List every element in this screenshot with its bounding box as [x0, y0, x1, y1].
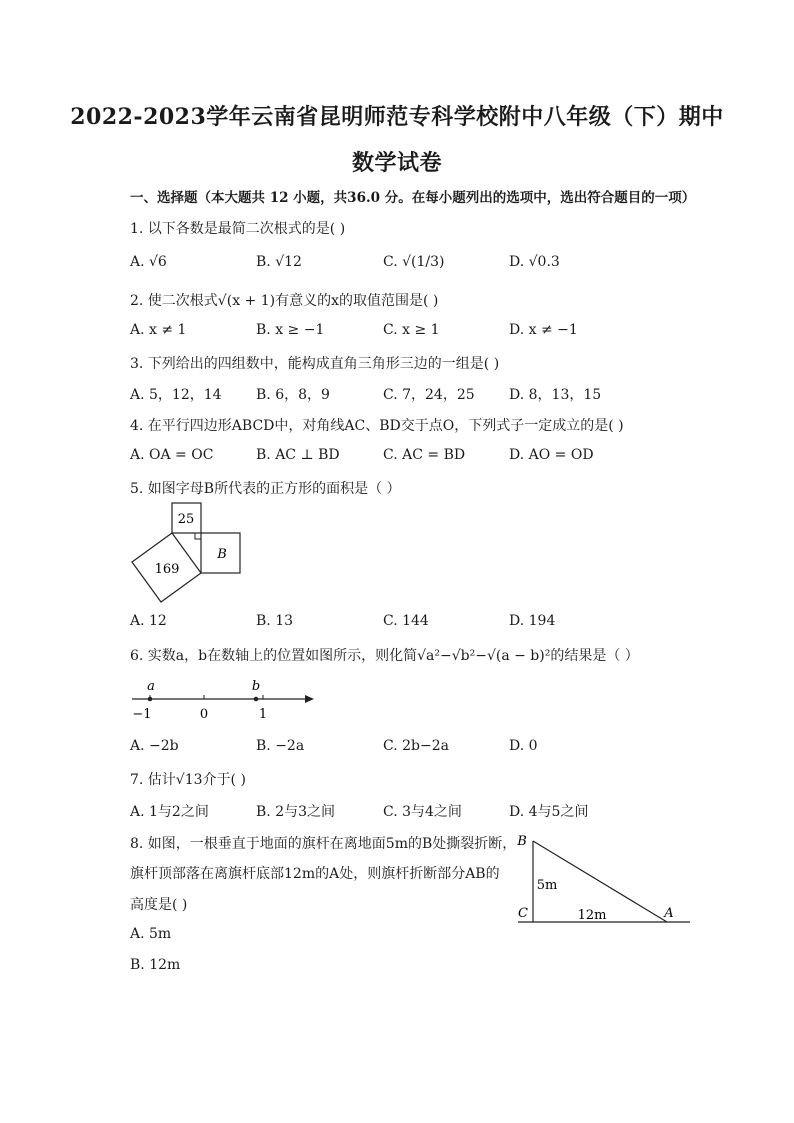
- label-a: a: [147, 679, 155, 694]
- q7-option-d: D. 4与5之间: [509, 804, 589, 820]
- q2-option-a: A. x ≠ 1: [130, 322, 187, 338]
- q3-option-c: C. 7，24，25: [383, 387, 475, 403]
- number-line-figure: [128, 676, 318, 726]
- point-a: [148, 697, 153, 702]
- label-5m: 5m: [536, 878, 558, 893]
- q3-option-a: A. 5，12，14: [130, 387, 222, 403]
- label-minus1: −1: [132, 707, 152, 722]
- q6-option-a: A. −2b: [130, 738, 179, 754]
- label-c: C: [518, 906, 528, 921]
- q2-option-b: B. x ≥ −1: [256, 322, 325, 338]
- question-2-stem: 2. 使二次根式√(x + 1)有意义的x的取值范围是( ): [130, 293, 439, 309]
- page-title-line1: 2022-2023学年云南省昆明师范专科学校附中八年级（下）期中: [70, 104, 724, 130]
- question-8-stem-line3: 高度是( ): [130, 897, 188, 913]
- q7-option-b: B. 2与3之间: [256, 804, 336, 820]
- label-b: B: [217, 547, 227, 562]
- q2-option-c: C. x ≥ 1: [383, 322, 440, 338]
- q2-option-d: D. x ≠ −1: [509, 322, 578, 338]
- label-a: A: [664, 906, 674, 921]
- flagpole-triangle-figure: [512, 830, 692, 930]
- question-7-stem: 7. 估计√13介于( ): [130, 772, 246, 788]
- q3-option-d: D. 8，13，15: [509, 387, 602, 403]
- label-169: 169: [154, 562, 180, 577]
- q5-option-a: A. 12: [130, 613, 167, 629]
- q4-option-b: B. AC ⊥ BD: [256, 447, 340, 463]
- label-1: 1: [258, 707, 268, 722]
- label-b: B: [517, 834, 527, 849]
- q5-option-c: C. 144: [383, 613, 429, 629]
- question-5-stem: 5. 如图字母B所代表的正方形的面积是（ ）: [130, 481, 401, 497]
- squares-figure: [128, 500, 246, 610]
- question-1-stem: 1. 以下各数是最简二次根式的是( ): [130, 221, 346, 237]
- q7-option-c: C. 3与4之间: [383, 804, 462, 820]
- label-0: 0: [199, 707, 209, 722]
- question-4-stem: 4. 在平行四边形ABCD中，对角线AC、BD交于点O，下列式子一定成立的是( ): [130, 418, 624, 434]
- section-heading: 一、选择题（本大题共 12 小题，共36.0 分。在每小题列出的选项中，选出符合题目的一项）: [130, 190, 696, 206]
- right-angle-marker: [195, 533, 201, 539]
- q6-option-c: C. 2b−2a: [383, 738, 449, 754]
- page-title-line2: 数学试卷: [351, 150, 442, 176]
- label-b: b: [251, 679, 261, 694]
- q1-option-c: C. √(1/3): [383, 254, 445, 270]
- label-12m: 12m: [577, 908, 607, 923]
- q5-option-b: B. 13: [256, 613, 294, 629]
- q1-option-b: B. √12: [256, 254, 302, 270]
- number-line-arrow: [305, 695, 314, 703]
- question-6-stem: 6. 实数a，b在数轴上的位置如图所示，则化简√a²−√b²−√(a − b)²的结果是（ ）: [130, 648, 639, 664]
- q8-option-a: A. 5m: [130, 926, 172, 942]
- point-b: [254, 697, 259, 702]
- q3-option-b: B. 6，8，9: [256, 387, 330, 403]
- question-8-stem-line2: 旗杆顶部落在离旗杆底部12m的A处，则旗杆折断部分AB的: [130, 866, 500, 882]
- q6-option-b: B. −2a: [256, 738, 305, 754]
- q6-option-d: D. 0: [509, 738, 538, 754]
- q4-option-c: C. AC = BD: [383, 447, 466, 463]
- q4-option-d: D. AO = OD: [509, 447, 594, 463]
- q4-option-a: A. OA = OC: [130, 447, 214, 463]
- q1-option-a: A. √6: [130, 254, 167, 270]
- q7-option-a: A. 1与2之间: [130, 804, 209, 820]
- question-3-stem: 3. 下列给出的四组数中，能构成直角三角形三边的一组是( ): [130, 356, 500, 372]
- question-8-stem-line1: 8. 如图，一根垂直于地面的旗杆在离地面5m的B处撕裂折断，: [130, 836, 517, 852]
- q1-option-d: D. √0.3: [509, 254, 560, 270]
- label-25: 25: [177, 512, 195, 527]
- q8-option-b: B. 12m: [130, 957, 181, 973]
- q5-option-d: D. 194: [509, 613, 556, 629]
